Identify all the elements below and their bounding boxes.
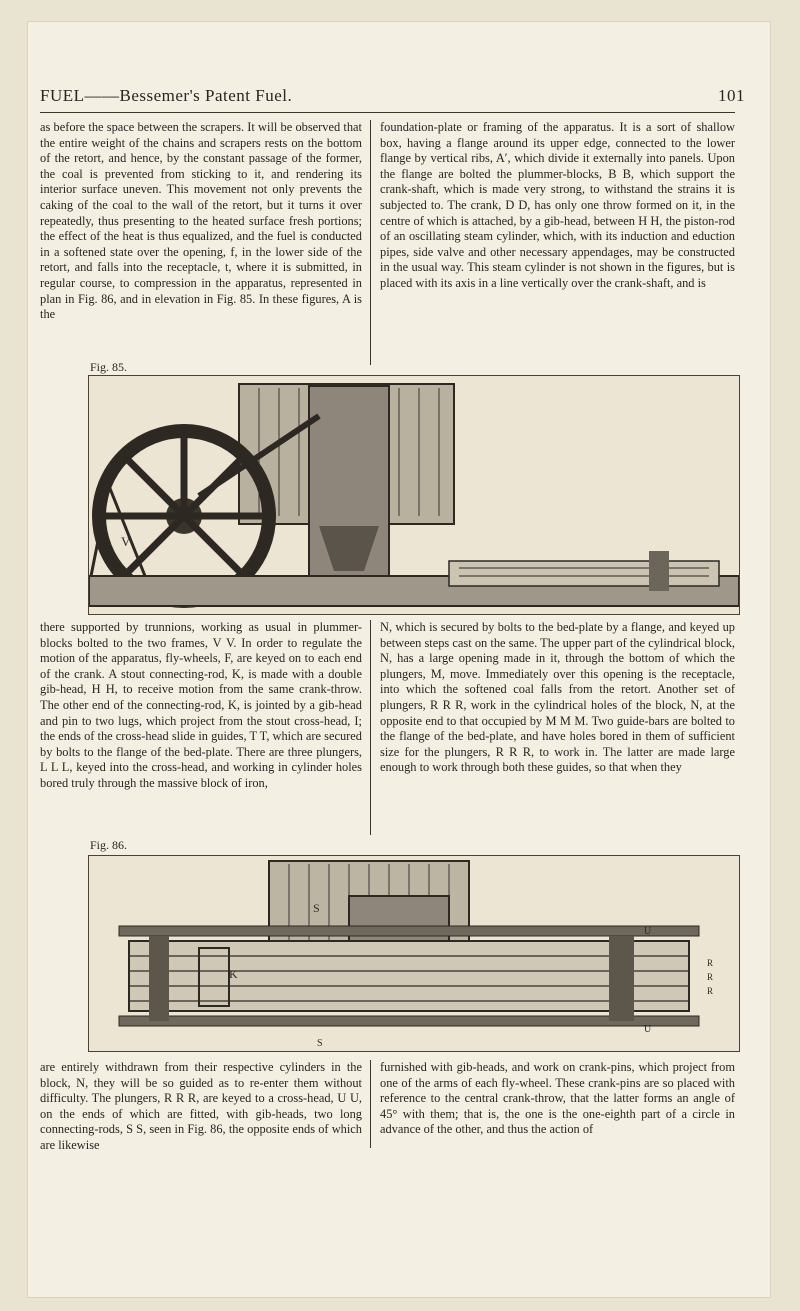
paragraph: as before the space between the scrapers. It will be observed that the entire weight of the chains and scrapers rests on the bottom of the retort, and hence, by the constant passage of the former, the coal is prevented from sticking to it, and rendering its interior surface uneven. This movement not only prevents the caking of the coal to the wall of the retort, but it turns it over repeatedly, thus presenting to the heated surface fresh portions; the effect of the heat is thus equalized, and the fuel is conducted in a softened state over the opening, f, in the lower side of the retort, and falls into the receptacle, t, where it is submitted, in regular course, to compression in the apparatus, represented in plan in Fig. 86, and in elevation in Fig. 85. In these figures, A is the: [40, 120, 362, 322]
svg-text:U: U: [644, 1024, 652, 1035]
svg-text:S: S: [317, 1038, 323, 1049]
running-title: FUEL——Bessemer's Patent Fuel.: [40, 86, 293, 105]
running-header: [40, 80, 745, 110]
text-column-left-3: [40, 1060, 362, 1154]
svg-text:U: U: [644, 926, 652, 937]
paragraph: furnished with gib-heads, and work on crank-pins, which project from one of the arms of each fly-wheel. These crank-pins are so placed with reference to the central crank-throw, that the latter forms an angle of 45° with them; that is, the one is the one-eighth part of a circle in advance of the other, and thus the action of: [380, 1060, 735, 1137]
figure-86-illustration: [88, 855, 740, 1052]
paragraph: N, which is secured by bolts to the bed-plate by a flange, and keyed up between steps cast on the same. The upper part of the cylindrical block, N, has a large opening made in it, through the bottom of which the plungers, M, move. Immediately over this opening is the receptacle, into which the softened coal falls from the retort. Another set of plungers, R R R, work in the cylindrical holes of the block, N, at the opposite end to that occupied by M M M. Two guide-bars are bolted to the flange of the bed-plate, and have holes bored in them of sufficient size for the plungers, R R R, to work in. The latter are made large enough to work through both these guides, so that when they: [380, 620, 735, 775]
svg-text:V: V: [121, 534, 131, 549]
svg-text:R: R: [707, 972, 714, 982]
text-column-right-2: [380, 620, 735, 776]
text-column-left-1: [40, 120, 362, 323]
column-divider: [370, 620, 371, 835]
paragraph: are entirely withdrawn from their respective cylinders in the block, N, they will be so guided as to re-enter them without difficulty. The plungers, R R R, are keyed to a cross-head, U U, on the ends of which are fitted, with gib-heads, two long connecting-rods, S S, seen in Fig. 86, the opposite ends of which are likewise: [40, 1060, 362, 1152]
text-column-right-1: [380, 120, 735, 292]
paragraph: foundation-plate or framing of the apparatus. It is a sort of shallow box, having a flange around its upper edge, connected to the lower flange by vertical ribs, A′, which divide it externally into panels. Upon the flange are bolted the plummer-blocks, B B, which support the crank-shaft, which is made very strong, to withstand the strains it is subjected to. The crank, D D, has only one throw formed on it, in the centre of which is attached, by a gib-head, between H H, the piston-rod of an oscillating steam cylinder, which, with its induction and eduction pipes, side valve and other necessary appendages, may be constructed in the usual way. This steam cylinder is not shown in the figures, but is placed with its axis in a line vertically over the crank-shaft, and is: [380, 120, 735, 290]
text-column-right-3: [380, 1060, 735, 1138]
figure-85-illustration: [88, 375, 740, 615]
page-number: 101: [718, 86, 745, 105]
svg-text:R: R: [707, 958, 714, 968]
text-column-left-2: [40, 620, 362, 792]
figure-label: Fig. 86.: [90, 838, 128, 852]
svg-text:R: R: [707, 986, 714, 996]
header-rule: [40, 112, 735, 113]
figure-label: Fig. 85.: [90, 360, 128, 374]
svg-text:K: K: [229, 967, 238, 981]
column-divider: [370, 1060, 371, 1148]
paragraph: there supported by trunnions, working as usual in plummer-blocks bolted to the two frames, V V. In order to regulate the motion of the apparatus, fly-wheels, F, are keyed on to each end of the crank. A stout connecting-rod, K, is made with a double gib-head, H H, to receive motion from the same crank-throw. The other end of the connecting-rod, K, is jointed by a gib-head and pin to two lugs, which project from the stout cross-head, I; the ends of the cross-head slide in guides, T T, which are secured by bolts to the flange of the bed-plate. There are three plungers, L L L, keyed into the cross-head, and working in cylinder holes bored truly through the massive block of iron,: [40, 620, 362, 790]
svg-text:S: S: [313, 901, 320, 915]
column-divider: [370, 120, 371, 365]
